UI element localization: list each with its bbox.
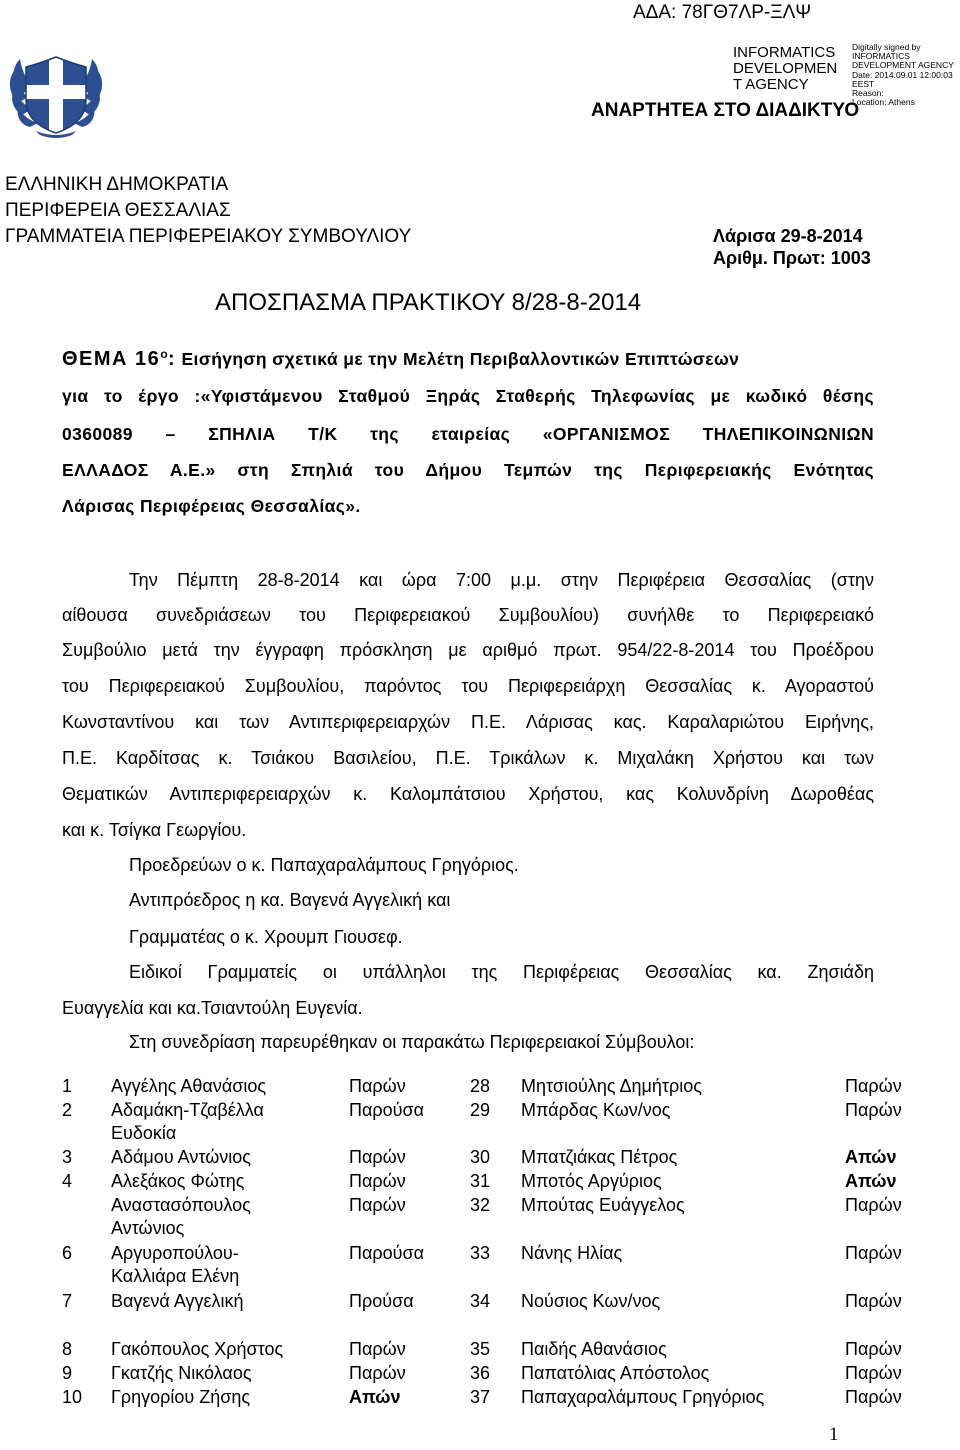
- member-number: 30: [470, 1147, 491, 1167]
- member-name: Αγγέλης Αθανάσιος: [111, 1076, 267, 1096]
- member-status: Απών: [845, 1171, 897, 1191]
- special-secretaries-line: Ειδικοί Γραμματείς οι υπάλληλοι της Περιφέρειας Θεσσαλίας κα. Ζησιάδη: [129, 962, 874, 982]
- member-number: 35: [470, 1339, 491, 1359]
- member-number: 37: [470, 1387, 491, 1407]
- body-line: Θεματικών Αντιπεριφερειαρχών κ. Καλομπάτσιου Χρήστου, κας Κολυνδρίνη Δωροθέας: [62, 784, 874, 804]
- member-status: Παρών: [349, 1195, 406, 1215]
- member-number: 9: [62, 1363, 73, 1383]
- member-name: Νάνης Ηλίας: [521, 1243, 623, 1263]
- theme-colon: :: [168, 347, 177, 370]
- place-date: Λάρισα 29-8-2014: [713, 226, 863, 246]
- member-name: Μποτός Αργύριος: [521, 1171, 662, 1191]
- member-name: Αναστασόπουλος: [111, 1195, 251, 1215]
- member-status: Απών: [349, 1387, 401, 1407]
- member-name: Ευδοκία: [111, 1123, 177, 1143]
- subject-line-4: ΕΛΛΑΔΟΣ Α.Ε.» στη Σπηλιά του Δήμου Τεμπών της Περιφερειακής Ενότητας: [62, 460, 874, 480]
- member-status: Παρών: [349, 1171, 406, 1191]
- member-number: 34: [470, 1291, 491, 1311]
- header-line-secretariat: ΓΡΑΜΜΑΤΕΙΑ ΠΕΡΙΦΕΡΕΙΑΚΟΥ ΣΥΜΒΟΥΛΙΟΥ: [5, 226, 412, 247]
- vice-chair-line: Αντιπρόεδρος η κα. Βαγενά Αγγελική και: [129, 890, 451, 910]
- member-number: 2: [62, 1100, 73, 1120]
- member-status: Παρών: [845, 1291, 902, 1311]
- member-name: Βαγενά Αγγελική: [111, 1291, 244, 1311]
- member-status: Απών: [845, 1147, 897, 1167]
- page-number: 1: [829, 1424, 839, 1445]
- member-status: Παρούσα: [349, 1243, 425, 1263]
- member-status: Παρούσα: [349, 1100, 425, 1120]
- signature-detail-line: Location: Athens: [852, 97, 915, 108]
- body-line: Την Πέμπτη 28-8-2014 και ώρα 7:00 μ.μ. στην Περιφέρεια Θεσσαλίας (στην: [129, 570, 874, 590]
- member-name: Αλεξάκος Φώτης: [111, 1171, 245, 1191]
- member-name: Νούσιος Κων/νος: [521, 1291, 661, 1311]
- signature-org-line: DEVELOPMEN: [733, 60, 838, 77]
- member-number: 28: [470, 1076, 491, 1096]
- signature-detail-line: EEST: [852, 78, 875, 89]
- member-name: Μπατζιάκας Πέτρος: [521, 1147, 678, 1167]
- excerpt-title: ΑΠΟΣΠΑΣΜΑ ΠΡΑΚΤΙΚΟΥ 8/28-8-2014: [215, 289, 642, 316]
- theme-label: ΘΕΜΑ 16: [62, 347, 161, 370]
- signature-detail-line: Reason:: [852, 88, 884, 99]
- member-number: 4: [62, 1171, 73, 1191]
- member-name: Μητσιούλης Δημήτριος: [521, 1076, 702, 1096]
- body-line: Κωνσταντίνου και των Αντιπεριφερειαρχών Π.Ε. Λάρισας κας. Καραλαριώτου Ειρήνης,: [62, 712, 874, 732]
- member-name: Παπαχαραλάμπους Γρηγόριος: [521, 1387, 765, 1407]
- member-status: Παρών: [349, 1076, 406, 1096]
- body-line: του Περιφερειακού Συμβουλίου, παρόντος του Περιφερειάρχη Θεσσαλίας κ. Αγοραστού: [62, 676, 874, 696]
- member-number: 7: [62, 1291, 73, 1311]
- posting-notice: ΑΝΑΡΤΗΤΕΑ ΣΤΟ ΔΙΑΔΙΚΤΥΟ: [591, 100, 860, 121]
- member-name: Αργυροπούλου-: [111, 1243, 239, 1263]
- signature-details: [852, 43, 954, 107]
- signature-org-line: T AGENCY: [733, 76, 809, 93]
- member-number: 31: [470, 1171, 491, 1191]
- body-line: Π.Ε. Καρδίτσας κ. Τσιάκου Βασιλείου, Π.Ε. Τρικάλων κ. Μιχαλάκη Χρήστου και των: [62, 748, 874, 768]
- chair-line: Προεδρεύων ο κ. Παπαχαραλάμπους Γρηγόριος.: [129, 855, 519, 875]
- member-status: Παρών: [845, 1100, 902, 1120]
- member-name: Καλλιάρα Ελένη: [111, 1266, 240, 1286]
- member-name: Γακόπουλος Χρήστος: [111, 1339, 284, 1359]
- theme-superscript: ο: [160, 347, 169, 361]
- member-name: Παπατόλιας Απόστολος: [521, 1363, 710, 1383]
- member-number: 33: [470, 1243, 491, 1263]
- member-status: Παρών: [349, 1339, 406, 1359]
- member-status: Παρών: [845, 1339, 902, 1359]
- member-status: Παρών: [845, 1243, 902, 1263]
- member-status: Παρών: [845, 1387, 902, 1407]
- signature-org-line: INFORMATICS: [733, 44, 836, 61]
- secretary-line: Γραμματέας ο κ. Χρουμπ Γιουσεφ.: [129, 927, 403, 947]
- member-number: 36: [470, 1363, 491, 1383]
- signature-organization: [733, 45, 837, 93]
- member-number: 1: [62, 1076, 73, 1096]
- member-status: Παρών: [349, 1363, 406, 1383]
- body-line: Συμβούλιο μετά την έγγραφη πρόσκληση με αριθμό πρωτ. 954/22-8-2014 του Προέδρου: [62, 640, 874, 660]
- signature-detail-line: Date: 2014.09.01 12:00:03: [852, 69, 953, 80]
- signature-detail-line: INFORMATICS: [852, 51, 910, 62]
- member-name: Αδάμου Αντώνιος: [111, 1147, 251, 1167]
- member-name: Γκατζής Νικόλαος: [111, 1363, 252, 1383]
- subject-line-2: για το έργο :«Υφιστάμενου Σταθμού Ξηράς Σταθερής Τηλεφωνίας με κωδικό θέσης: [62, 386, 874, 406]
- member-number: 8: [62, 1339, 73, 1359]
- body-line: αίθουσα συνεδριάσεων του Περιφερειακού Συμβουλίου) συνήλθε το Περιφερειακό: [62, 605, 874, 625]
- attendance-intro: Στη συνεδρίαση παρευρέθηκαν οι παρακάτω Περιφερειακοί Σύμβουλοι:: [129, 1032, 695, 1052]
- protocol-number: Αριθμ. Πρωτ: 1003: [713, 248, 871, 268]
- subject-line-5: Λάρισας Περιφέρειας Θεσσαλίας».: [62, 496, 361, 516]
- header-line-region: ΠΕΡΙΦΕΡΕΙΑ ΘΕΣΣΑΛΙΑΣ: [5, 200, 231, 221]
- member-name: Αντώνιος: [111, 1218, 185, 1238]
- greek-coat-of-arms-icon: [6, 45, 106, 141]
- member-status: Παρών: [845, 1363, 902, 1383]
- member-name: Μπούτας Ευάγγελος: [521, 1195, 685, 1215]
- signature-detail-line: DEVELOPMENT AGENCY: [852, 60, 954, 71]
- ada-code: ΑΔΑ: 78ΓΘ7ΛΡ-ΞΛΨ: [633, 2, 812, 23]
- special-secretaries-line: Ευαγγελία και κα.Τσιαντούλη Ευγενία.: [62, 998, 363, 1018]
- member-status: Παρών: [845, 1195, 902, 1215]
- subject-text: Εισήγηση σχετικά με την Μελέτη Περιβαλλοντικών Επιπτώσεων: [181, 348, 740, 369]
- member-number: 3: [62, 1147, 73, 1167]
- member-name: Παιδής Αθανάσιος: [521, 1339, 667, 1359]
- signature-detail-line: Digitally signed by: [852, 42, 921, 52]
- header-line-republic: ΕΛΛΗΝΙΚΗ ΔΗΜΟΚΡΑΤΙΑ: [5, 174, 229, 195]
- member-number: 10: [62, 1387, 83, 1407]
- member-number: 6: [62, 1243, 73, 1263]
- member-name: Μπάρδας Κων/νος: [521, 1100, 671, 1120]
- member-status: Προύσα: [349, 1291, 414, 1311]
- member-name: Γρηγορίου Ζήσης: [111, 1387, 251, 1407]
- member-name: Αδαμάκη-Τζαβέλλα: [111, 1100, 264, 1120]
- subject-line-1: [62, 347, 874, 371]
- member-number: 29: [470, 1100, 491, 1120]
- body-line: και κ. Τσίγκα Γεωργίου.: [62, 820, 247, 840]
- subject-line-3: 0360089 – ΣΠΗΛΙΑ Τ/Κ της εταιρείας «ΟΡΓΑΝΙΣΜΟΣ ΤΗΛΕΠΙΚΟΙΝΩΝΙΩΝ: [62, 424, 874, 444]
- member-status: Παρών: [349, 1147, 406, 1167]
- member-number: 32: [470, 1195, 491, 1215]
- member-status: Παρών: [845, 1076, 902, 1096]
